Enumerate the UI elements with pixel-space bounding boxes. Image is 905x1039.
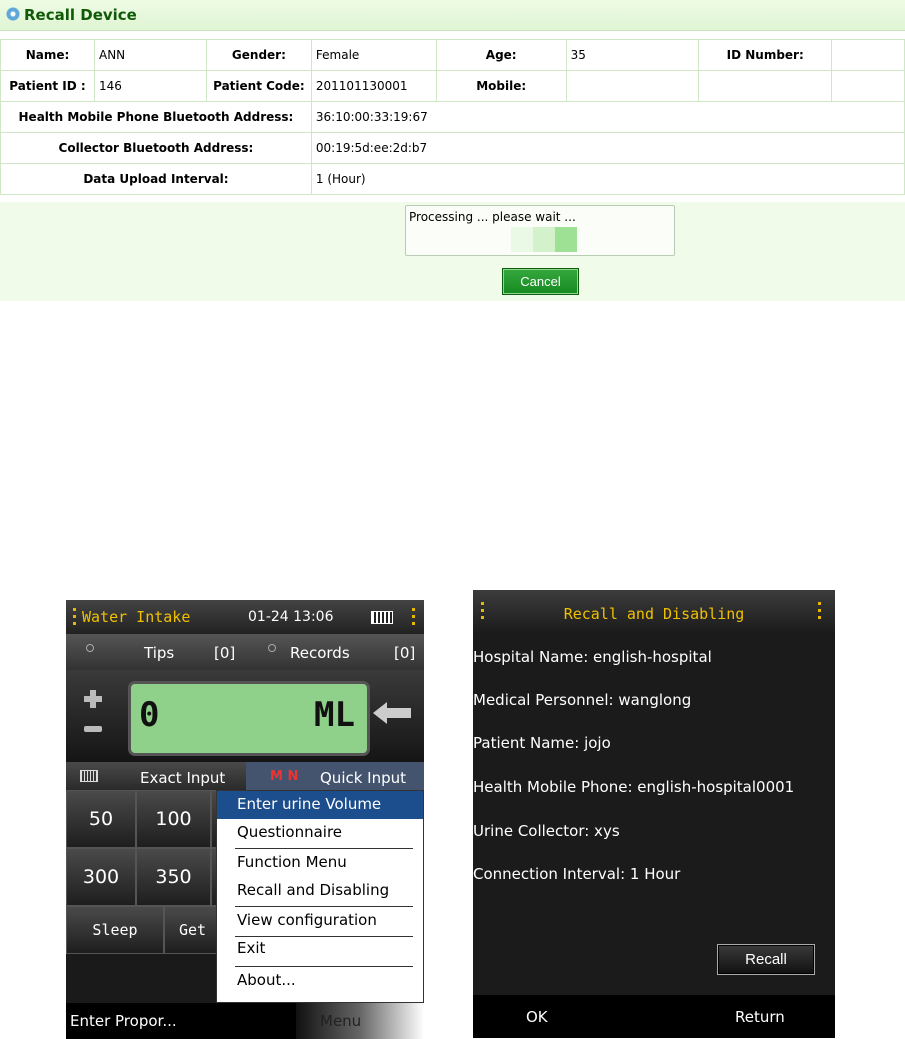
bt-collector-value: 00:19:5d:ee:2d:b7 xyxy=(311,133,904,164)
patient-id-value: 146 xyxy=(94,71,206,102)
plus-icon[interactable] xyxy=(84,690,102,708)
interval-label: Data Upload Interval: xyxy=(1,164,312,195)
menu-item-label: Recall and Disabling xyxy=(237,881,390,899)
menu-item-about[interactable] xyxy=(217,967,423,995)
recall-button[interactable]: Recall xyxy=(717,944,815,975)
lcd-display xyxy=(128,681,370,756)
medical-personnel: Medical Personnel: wanglong xyxy=(473,691,692,709)
gear-icon xyxy=(6,7,20,21)
recall-device-panel xyxy=(0,0,905,301)
gender-label: Gender: xyxy=(206,40,311,71)
menu-item-label: Function Menu xyxy=(237,853,347,871)
health-mobile-phone: Health Mobile Phone: english-hospital0001 xyxy=(473,778,795,796)
menu-item-function-menu[interactable] xyxy=(217,849,423,877)
menu-softkey-label: Menu xyxy=(320,1012,362,1030)
patient-code-label: Patient Code: xyxy=(206,71,311,102)
softkey-bar xyxy=(66,1003,424,1039)
tab-tips[interactable]: Tips xyxy=(144,644,175,662)
menu-item-enter-urine-volume[interactable] xyxy=(217,791,423,819)
quick-key-350[interactable] xyxy=(136,848,211,906)
key-label: 300 xyxy=(82,866,120,888)
volume-unit: ML xyxy=(314,695,355,735)
get-button[interactable] xyxy=(164,906,224,954)
tips-count: [0] xyxy=(214,644,236,662)
quick-input-label: Quick Input xyxy=(320,769,407,787)
cancel-button[interactable]: Cancel xyxy=(502,268,579,295)
bt-collector-label: Collector Bluetooth Address: xyxy=(1,133,312,164)
progress-block xyxy=(533,227,555,252)
progress-block xyxy=(555,227,577,252)
quick-input-tab[interactable] xyxy=(246,762,424,790)
menu-dots-icon[interactable] xyxy=(818,600,822,622)
processing-dialog xyxy=(405,205,675,256)
backspace-icon[interactable] xyxy=(373,706,413,720)
tab-records[interactable]: Records xyxy=(290,644,350,662)
recall-and-disabling-screen xyxy=(473,590,835,1038)
urine-collector: Urine Collector: xys xyxy=(473,822,620,840)
empty-cell xyxy=(832,71,905,102)
age-label: Age: xyxy=(436,40,566,71)
hospital-name: Hospital Name: english-hospital xyxy=(473,648,712,666)
id-number-value xyxy=(832,40,905,71)
menu-item-label: Questionnaire xyxy=(237,823,343,841)
key-label: 350 xyxy=(155,866,192,888)
minus-icon[interactable] xyxy=(84,726,102,732)
quick-key-100[interactable] xyxy=(136,790,211,848)
menu-item-label: About... xyxy=(237,971,296,989)
screen-title: Recall and Disabling xyxy=(563,605,745,623)
menu-item-label: Exit xyxy=(237,939,266,957)
menu-item-label: Enter urine Volume xyxy=(237,795,382,813)
menu-item-label: View configuration xyxy=(237,911,377,929)
mobile-label: Mobile: xyxy=(436,71,566,102)
softkey-bar xyxy=(473,995,835,1038)
name-value: ANN xyxy=(94,40,206,71)
input-mode-bar xyxy=(66,762,424,790)
bt-phone-value: 36:10:00:33:19:67 xyxy=(311,102,904,133)
patient-code-value: 201101130001 xyxy=(311,71,436,102)
ok-softkey[interactable]: OK xyxy=(526,1008,548,1026)
sleep-label: Sleep xyxy=(92,921,138,939)
menu-dots-icon[interactable] xyxy=(412,606,416,628)
records-count: [0] xyxy=(394,644,416,662)
bt-phone-label: Health Mobile Phone Bluetooth Address: xyxy=(1,102,312,133)
patient-id-label: Patient ID : xyxy=(1,71,95,102)
volume-display-area xyxy=(66,670,424,762)
sleep-button[interactable] xyxy=(66,906,164,954)
menu-item-exit[interactable] xyxy=(217,935,423,963)
name-label: Name: xyxy=(1,40,95,71)
quick-key-50[interactable] xyxy=(66,790,136,848)
exact-input-tab[interactable]: Exact Input xyxy=(140,769,226,787)
keyboard-icon xyxy=(80,770,98,782)
screen-title: Water Intake xyxy=(82,608,191,626)
left-softkey[interactable]: Enter Propor... xyxy=(70,1012,177,1030)
panel-title: Recall Device xyxy=(24,6,137,24)
mobile-value xyxy=(566,71,699,102)
get-label: Get xyxy=(179,921,207,939)
connection-interval: Connection Interval: 1 Hour xyxy=(473,865,681,883)
status-bar xyxy=(66,600,424,634)
menu-item-questionnaire[interactable] xyxy=(217,819,423,847)
panel-header xyxy=(0,0,905,31)
key-label: 50 xyxy=(88,808,114,830)
water-intake-screen xyxy=(66,600,424,1039)
quick-key-300[interactable] xyxy=(66,848,136,906)
tab-bar xyxy=(66,634,424,670)
status-bar xyxy=(473,590,835,634)
id-number-label: ID Number: xyxy=(699,40,832,71)
quick-input-icon: M N xyxy=(270,769,299,784)
patient-name: Patient Name: jojo xyxy=(473,734,611,752)
age-value: 35 xyxy=(566,40,699,71)
gender-value: Female xyxy=(311,40,436,71)
empty-cell xyxy=(699,71,832,102)
return-softkey[interactable]: Return xyxy=(735,1008,785,1026)
interval-value: 1 (Hour) xyxy=(311,164,904,195)
progress-block xyxy=(511,227,533,252)
processing-text: Processing ... please wait ... xyxy=(409,210,576,224)
menu-item-recall-and-disabling[interactable] xyxy=(217,877,423,905)
menu-dots-icon[interactable] xyxy=(73,606,77,628)
battery-icon xyxy=(371,611,393,624)
radio-icon xyxy=(268,644,276,652)
context-menu xyxy=(216,790,424,1003)
datetime: 01-24 13:06 xyxy=(248,609,334,625)
key-label: 100 xyxy=(155,808,192,830)
radio-icon xyxy=(86,644,94,652)
patient-info-table xyxy=(0,39,905,195)
menu-item-view-configuration[interactable] xyxy=(217,907,423,935)
volume-value: 0 xyxy=(139,695,160,735)
menu-softkey[interactable] xyxy=(296,1003,424,1039)
